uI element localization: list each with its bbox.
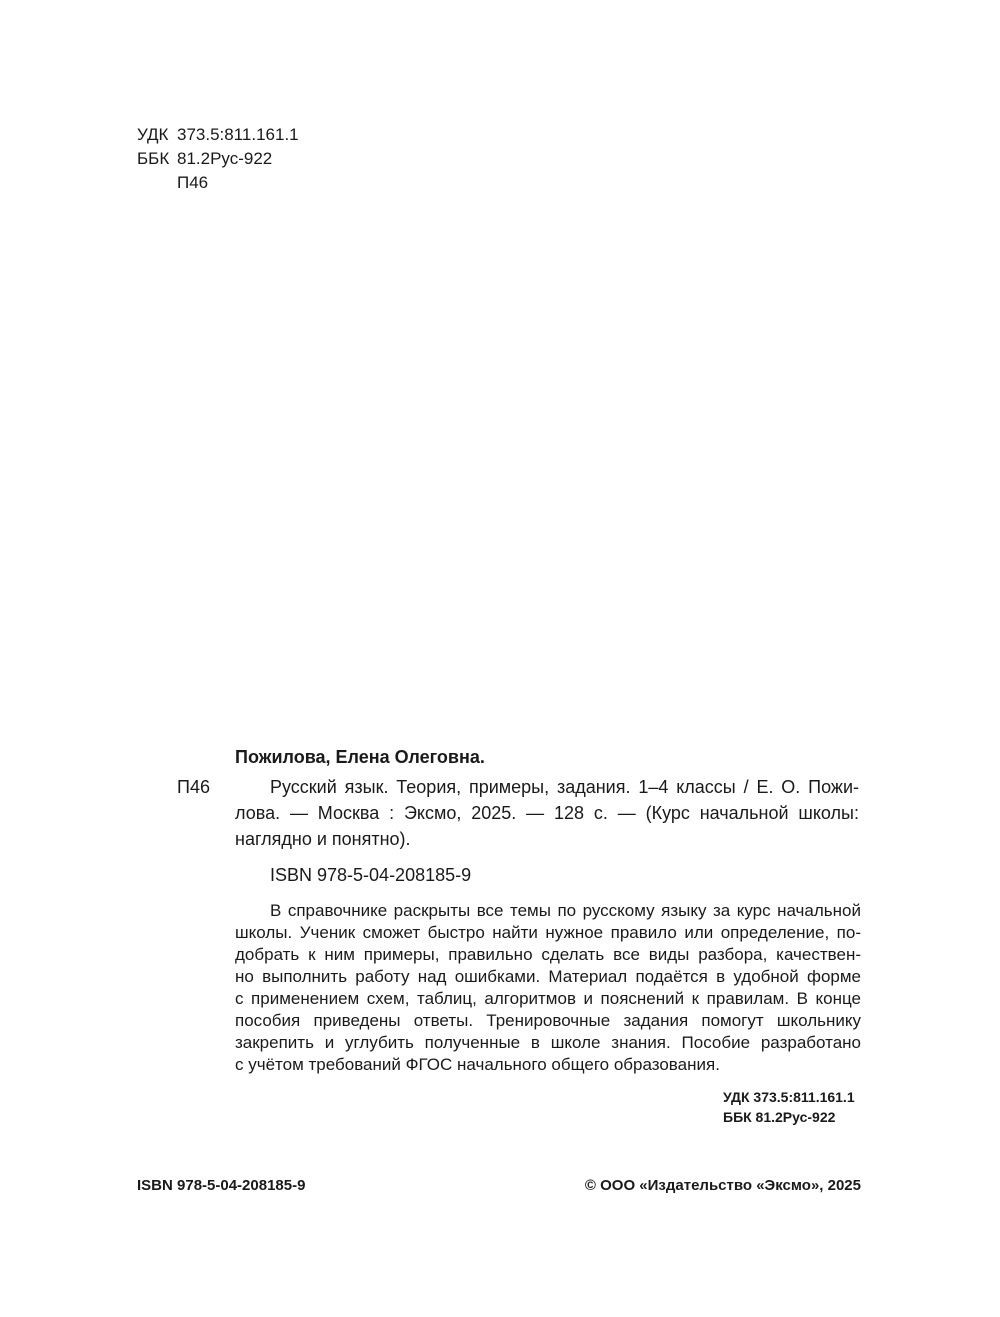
annotation-line: с учётом требований ФГОС начального общего образования.: [235, 1055, 720, 1074]
udk-bottom: УДК 373.5:811.161.1: [723, 1089, 855, 1105]
footer-copyright: © ООО «Издательство «Эксмо», 2025: [584, 1177, 861, 1194]
annotation-line: школы. Ученик сможет быстро найти нужное правило или определение, по-: [235, 923, 861, 942]
udk-label: УДК: [137, 125, 169, 144]
annotation-line: В справочнике раскрыты все темы по русскому языку за курс начальной: [270, 901, 861, 920]
bbk-value: 81.2Рус-922: [177, 149, 273, 168]
footer-isbn: ISBN 978-5-04-208185-9: [137, 1177, 306, 1194]
isbn-line: ISBN 978-5-04-208185-9: [270, 865, 472, 885]
author-mark: П46: [177, 777, 210, 797]
udk-value: 373.5:811.161.1: [177, 125, 299, 144]
annotation-line: пособия приведены ответы. Тренировочные задания помогут школьнику: [235, 1011, 861, 1030]
annotation-line: добрать к ним примеры, правильно сделать все виды разбора, качествен-: [235, 945, 861, 964]
bbk-bottom: ББК 81.2Рус-922: [723, 1109, 836, 1125]
annotation-line: но выполнить работу над ошибками. Материал подаётся в удобной форме: [235, 967, 861, 986]
description-line: лова. — Москва : Эксмо, 2025. — 128 с. — (Курс начальной школы:: [235, 803, 859, 823]
author-heading: Пожилова, Елена Олеговна.: [235, 747, 485, 767]
bbk-row: [137, 146, 273, 172]
description-line: наглядно и понятно).: [235, 829, 411, 849]
annotation-line: с применением схем, таблиц, алгоритмов и пояснений к правилам. В конце: [235, 989, 861, 1008]
description-line: Русский язык. Теория, примеры, задания. 1–4 классы / Е. О. Пожи-: [270, 777, 859, 797]
annotation-line: закрепить и углубить полученные в школе знания. Пособие разработано: [235, 1033, 861, 1052]
bbk-label: ББК: [137, 149, 170, 168]
udk-row: [137, 122, 299, 148]
author-mark-top: П46: [177, 173, 209, 192]
